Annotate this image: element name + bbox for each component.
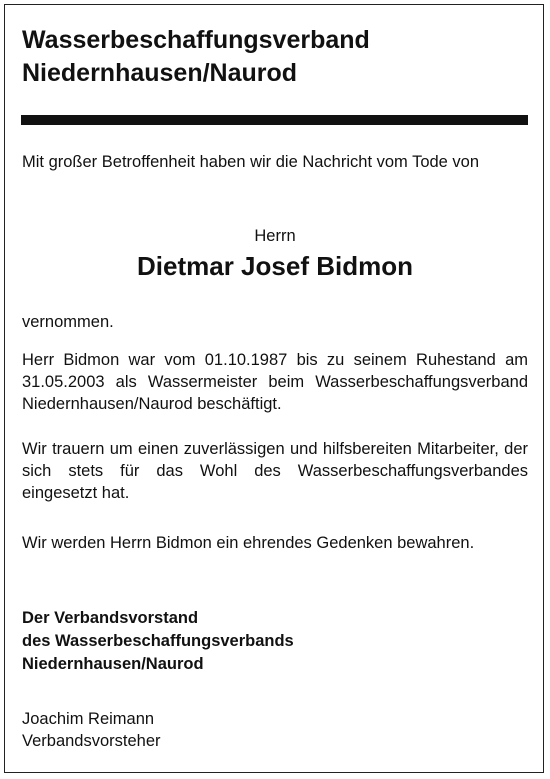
signer-name: Joachim Reimann: [22, 710, 155, 728]
organization-title-line-2: Niedernhausen/Naurod: [22, 59, 298, 87]
paragraph-remembrance: Wir werden Herrn Bidmon ein ehrendes Gedenken bewahren.: [22, 534, 475, 552]
vernommen-text: vernommen.: [22, 313, 114, 331]
salutation: Herrn: [254, 227, 296, 245]
signer-title: Verbandsvorsteher: [22, 732, 161, 750]
board-signature-line-3: Niedernhausen/Naurod: [22, 655, 204, 673]
intro-text: Mit großer Betroffenheit haben wir die Nachricht vom Tode von: [22, 153, 480, 171]
signer: [22, 708, 528, 752]
board-signature-line-2: des Wasserbeschaffungsverbands: [22, 632, 294, 650]
deceased-name: Dietmar Josef Bidmon: [137, 251, 413, 281]
paragraph-employment: Herr Bidmon war vom 01.10.1987 bis zu seinem Ruhestand am 31.05.2003 als Wassermeister beim Wasserbeschaffungsverband Niedernhausen/Naurod beschäftigt.: [22, 351, 528, 413]
header-divider: [21, 115, 528, 125]
organization-title: [22, 24, 532, 90]
paragraph-mourning: Wir trauern um einen zuverlässigen und hilfsbereiten Mitarbeiter, der sich stets für das Wohl des Wasserbeschaffungsverbandes eingesetzt hat.: [22, 440, 528, 502]
organization-title-line-1: Wasserbeschaffungsverband: [22, 26, 370, 54]
board-signature-line-1: Der Verbandsvorstand: [22, 609, 199, 627]
board-signature: [22, 607, 528, 676]
